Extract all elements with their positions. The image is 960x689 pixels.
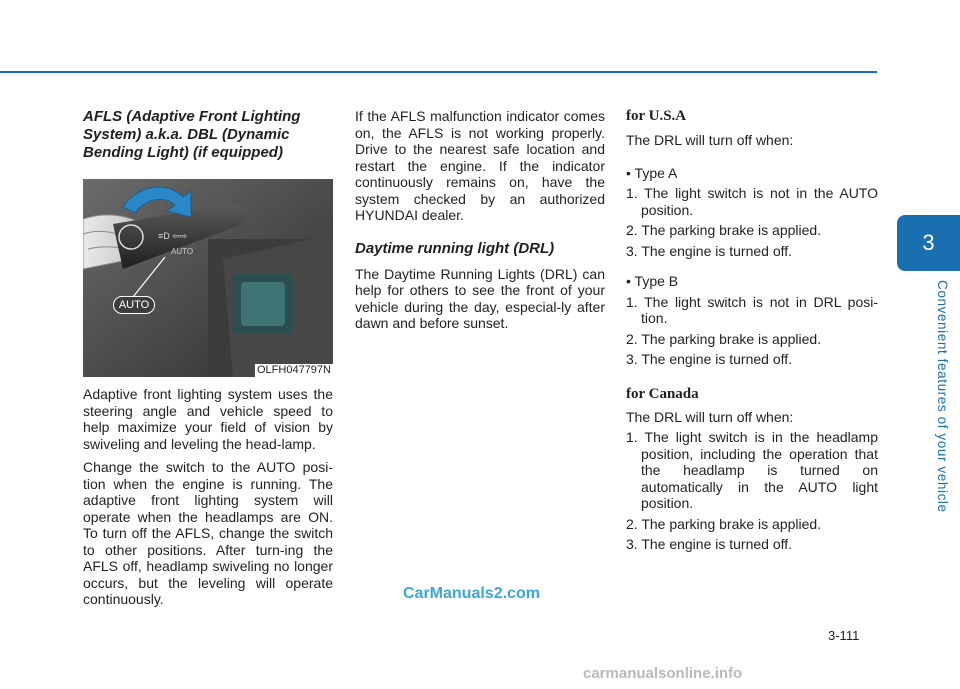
canada-item: 2. The parking brake is applied. xyxy=(626,515,822,532)
figure-code: OLFH047797N xyxy=(257,364,331,376)
svg-text:AUTO: AUTO xyxy=(171,247,194,256)
header-rule xyxy=(0,71,877,73)
canada-intro: The DRL will turn off when: xyxy=(626,408,794,425)
canada-item: 3. The engine is turned off. xyxy=(626,536,793,552)
afls-paragraph-1: Adaptive front lighting system uses the steering angle and vehicle speed to help maximize your field of vision by swiveling and leveling the head-lamp. xyxy=(83,386,333,452)
column-1 xyxy=(83,108,333,608)
type-a-item: 2. The parking brake is applied. xyxy=(626,222,822,238)
watermark-carmanualsonline: carmanualsonline.info xyxy=(583,665,743,682)
type-b-item: 1. The light switch is not in DRL posi-tion. xyxy=(626,293,878,326)
type-b-item: 3. The engine is turned off. xyxy=(626,351,793,367)
type-a-item: 3. The engine is turned off. xyxy=(626,242,793,259)
chapter-number-tab: 3 xyxy=(897,215,960,271)
canada-heading: for Canada xyxy=(626,385,699,402)
usa-heading: for U.S.A xyxy=(626,108,687,124)
column-3 xyxy=(626,108,878,553)
drl-paragraph: The Daytime Running Lights (DRL) can help for others to see the front of your vehicle during the day, especial-ly after dawn and before sunset. xyxy=(355,265,605,331)
type-a-item: 1. The light switch is not in the AUTO position. xyxy=(626,185,878,218)
page-number: 3-111 xyxy=(828,628,860,643)
drl-heading: Daytime running light (DRL) xyxy=(355,239,555,257)
headlamp-switch-illustration xyxy=(83,179,333,377)
watermark-carmanuals2: CarManuals2.com xyxy=(403,585,540,602)
auto-callout: AUTO xyxy=(113,296,155,314)
afls-malfunction-paragraph: If the AFLS malfunction indicator comes on, the AFLS is not working properly. Drive to the nearest safe location and restart the engine. If the indicator continuously remains on, have the system checked by an authorized HYUNDAI dealer. xyxy=(355,108,605,223)
type-b-item: 2. The parking brake is applied. xyxy=(626,330,822,347)
canada-item: 1. The light switch is in the headlamp position, including the operation that the headlamp is turned on automatically in the AUTO light position. xyxy=(626,429,878,511)
type-a-label: • Type A xyxy=(626,164,678,181)
svg-text:≡D ⇦⇨: ≡D ⇦⇨ xyxy=(158,231,188,241)
afls-switch-figure xyxy=(83,179,333,377)
type-b-label: • Type B xyxy=(626,273,679,289)
afls-paragraph-2: Change the switch to the AUTO posi-tion when the engine is running. The adaptive front lighting system will operate when the headlamps are ON. To turn off the AFLS, change the switch to other positions. After turn-ing the AFLS off, headlamp swiveling no longer occurs, but the leveling will operate continuously. xyxy=(83,459,333,607)
afls-heading: AFLS (Adaptive Front Lighting System) a.k.a. DBL (Dynamic Bending Light) (if equipped) xyxy=(83,108,301,161)
usa-intro: The DRL will turn off when: xyxy=(626,132,794,148)
column-2 xyxy=(355,108,605,332)
chapter-title: Convenient features of your vehicle xyxy=(935,280,950,513)
